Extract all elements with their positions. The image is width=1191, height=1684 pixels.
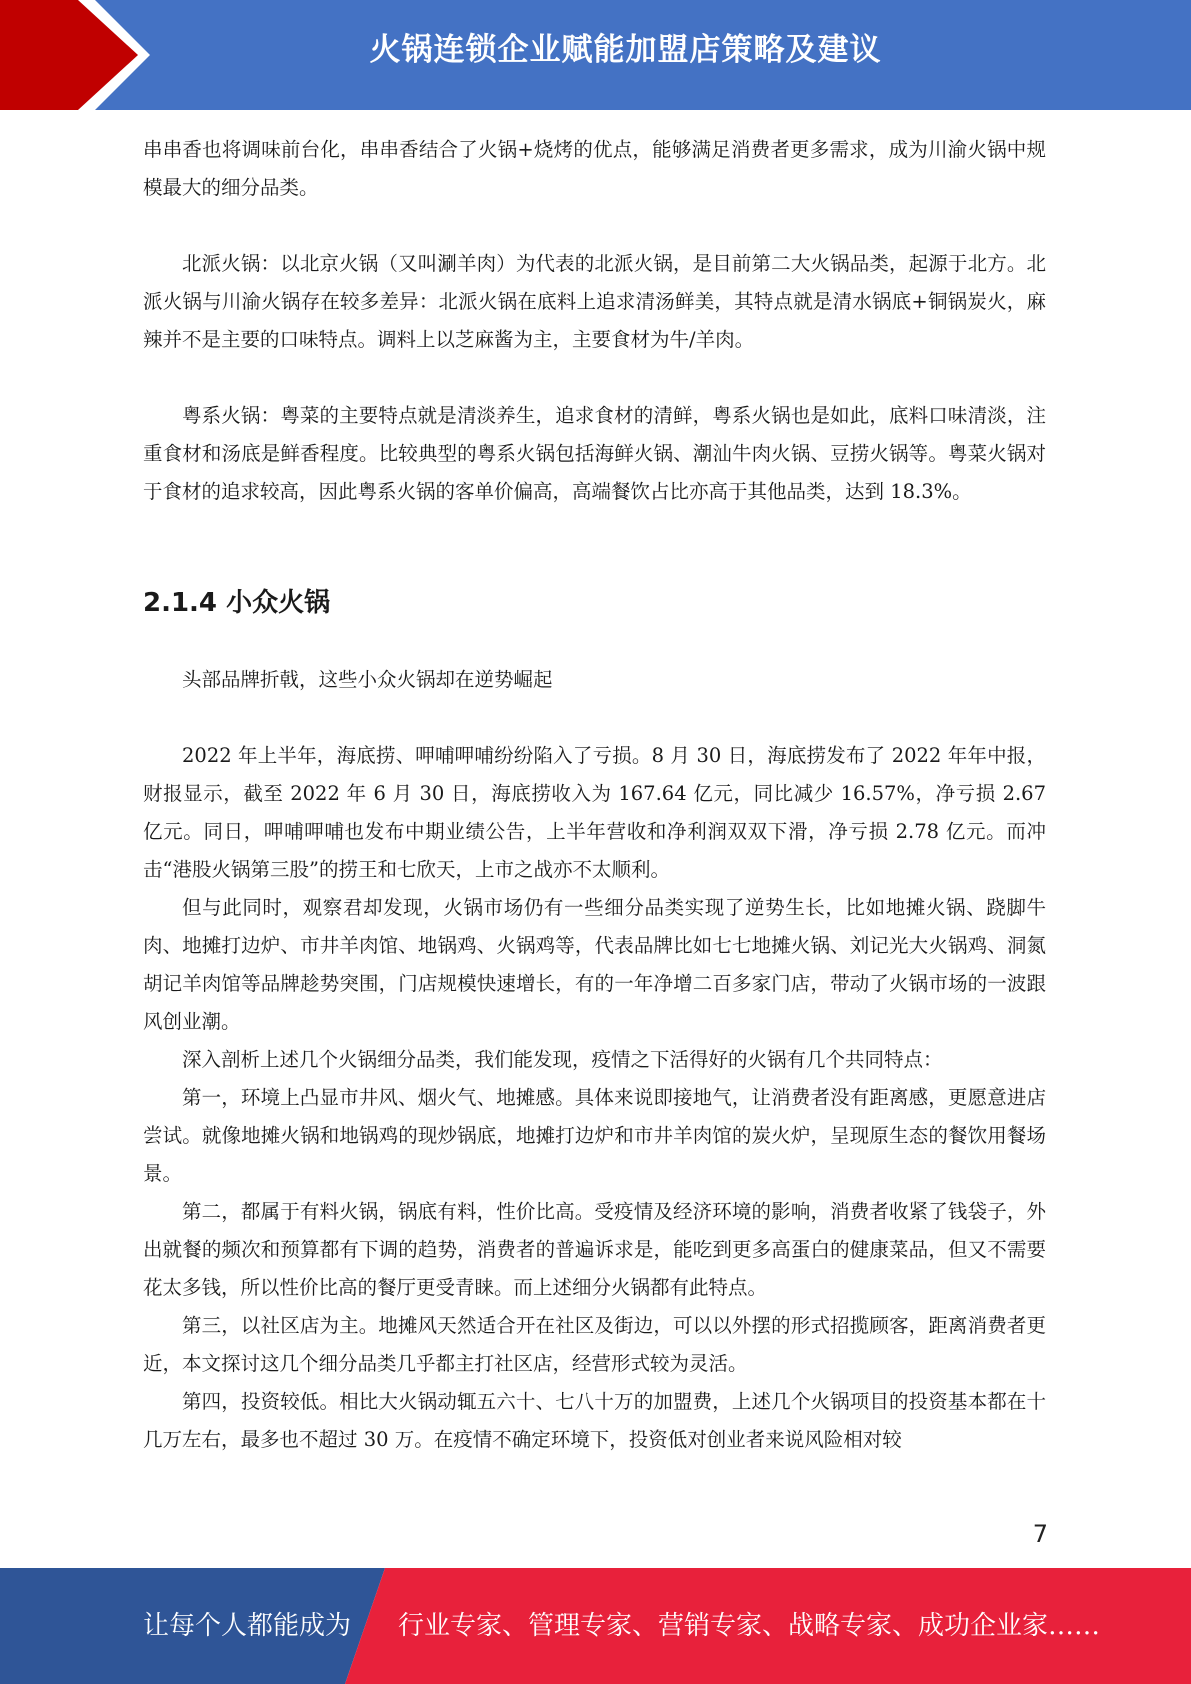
page-number: 7 bbox=[1032, 1520, 1048, 1548]
paragraph-niche-growth: 但与此同时，观察君却发现，火锅市场仍有一些细分品类实现了逆势生长，比如地摊火锅、跷脚牛肉、地摊打边炉、市井羊肉馆、地锅鸡、火锅鸡等，代表品牌比如七七地摊火锅、刘记光大火锅鸡、洞氮胡记羊肉馆等品牌趁势突围，门店规模快速增长，有的一年净增二百多家门店，带动了火锅市场的一波跟风创业潮。 bbox=[143, 896, 1046, 1033]
paragraph-trait-1: 第一，环境上凸显市井风、烟火气、地摊感。具体来说即接地气，让消费者没有距离感，更愿意进店尝试。就像地摊火锅和地锅鸡的现炒锅底，地摊打边炉和市井羊肉馆的炭火炉，呈现原生态的餐饮用餐场景。 bbox=[143, 1086, 1046, 1185]
page-body bbox=[143, 131, 1046, 1459]
page-footer bbox=[0, 1568, 1191, 1684]
footer-slogan-right: 行业专家、管理专家、营销专家、战略专家、成功企业家…… bbox=[398, 1611, 1101, 1641]
paragraph-chuanchuan: 串串香也将调味前台化，串串香结合了火锅+烧烤的优点，能够满足消费者更多需求，成为川渝火锅中规模最大的细分品类。 bbox=[143, 138, 1046, 199]
paragraph-common-traits: 深入剖析上述几个火锅细分品类，我们能发现，疫情之下活得好的火锅有几个共同特点： bbox=[182, 1048, 943, 1071]
paragraph-losses: 2022 年上半年，海底捞、呷哺呷哺纷纷陷入了亏损。8 月 30 日，海底捞发布了 2022 年年中报，财报显示，截至 2022 年 6 月 30 日，海底捞收入为 167.64 亿元，同比减少 16.57%，净亏损 2.67 亿元。同日，呷哺呷哺也发布中期业绩公告，上半年营收和净利润双双下滑，净亏损 2.78 亿元。而冲击“港股火锅第三股”的捞王和七欣天，上市之战亦不太顺利。 bbox=[143, 744, 1046, 881]
paragraph-cantonese-hotpot: 粤系火锅：粤菜的主要特点就是清淡养生，追求食材的清鲜，粤系火锅也是如此，底料口味清淡，注重食材和汤底是鲜香程度。比较典型的粤系火锅包括海鲜火锅、潮汕牛肉火锅、豆捞火锅等。粤菜火锅对于食材的追求较高，因此粤系火锅的客单价偏高，高端餐饮占比亦高于其他品类，达到 18.3%。 bbox=[143, 404, 1046, 503]
paragraph-trait-2: 第二，都属于有料火锅，锅底有料，性价比高。受疫情及经济环境的影响，消费者收紧了钱袋子，外出就餐的频次和预算都有下调的趋势，消费者的普遍诉求是，能吃到更多高蛋白的健康菜品，但又不需要花太多钱，所以性价比高的餐厅更受青睐。而上述细分火锅都有此特点。 bbox=[143, 1200, 1046, 1299]
section-subtitle: 头部品牌折戟，这些小众火锅却在逆势崛起 bbox=[182, 668, 553, 691]
paragraph-trait-4: 第四，投资较低。相比大火锅动辄五六十、七八十万的加盟费，上述几个火锅项目的投资基本都在十几万左右，最多也不超过 30 万。在疫情不确定环境下，投资低对创业者来说风险相对较 bbox=[143, 1390, 1046, 1451]
paragraph-trait-3: 第三，以社区店为主。地摊风天然适合开在社区及街边，可以以外摆的形式招揽顾客，距离消费者更近，本文探讨这几个细分品类几乎都主打社区店，经营形式较为灵活。 bbox=[143, 1314, 1046, 1375]
paragraph-north-hotpot: 北派火锅：以北京火锅（又叫涮羊肉）为代表的北派火锅，是目前第二大火锅品类，起源于北方。北派火锅与川渝火锅存在较多差异：北派火锅在底料上追求清汤鲜美，其特点就是清水锅底+铜锅炭火，麻辣并不是主要的口味特点。调料上以芝麻酱为主，主要食材为牛/羊肉。 bbox=[143, 252, 1046, 351]
page-header bbox=[0, 0, 1191, 110]
footer-slogan-left: 让每个人都能成为 bbox=[143, 1611, 352, 1641]
document-title: 火锅连锁企业赋能加盟店策略及建议 bbox=[369, 32, 882, 68]
section-heading: 2.1.4 小众火锅 bbox=[143, 588, 331, 618]
